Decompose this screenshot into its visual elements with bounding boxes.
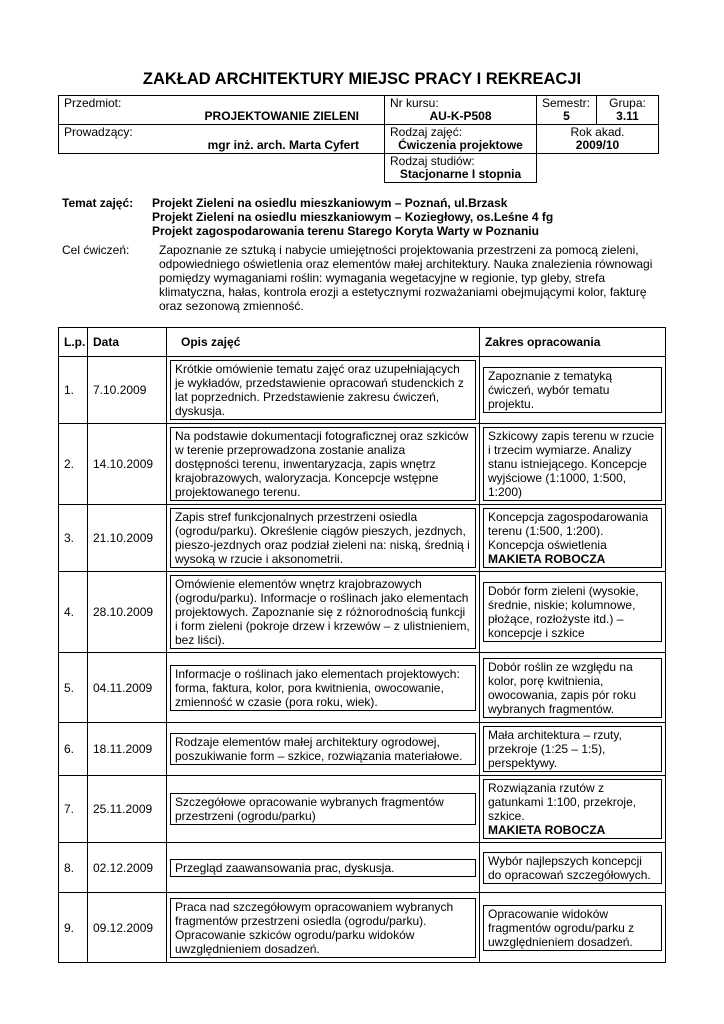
header-date: Data — [88, 328, 167, 357]
row-zakres-box — [483, 658, 662, 718]
table-row — [59, 505, 666, 572]
nr-kursu-cell — [385, 96, 537, 125]
row-lp: 8. — [59, 843, 88, 893]
row-zakres-box — [483, 367, 662, 413]
rok-akad-cell — [537, 125, 659, 154]
row-lp: 4. — [59, 572, 88, 653]
przedmiot-value: PROJEKTOWANIE ZIELENI — [204, 109, 359, 123]
row-zakres-box — [483, 508, 662, 568]
row-zakres: Opracowanie widoków fragmentów ogrodu/parku z uwzględnieniem dosadzeń. — [488, 906, 635, 949]
row-lp: 5. — [59, 653, 88, 723]
przedmiot-cell — [59, 96, 385, 125]
row-zakres-cell — [480, 843, 666, 893]
prowadzacy-label: Prowadzący: — [64, 125, 133, 139]
row-zakres: Szkicowy zapis terenu w rzucie i trzecim wymiarze. Analizy stanu istniejącego. Koncepcje wyjściowe (1:1000, 1:500, 1:200) — [488, 429, 655, 499]
row-zakres-box — [483, 427, 662, 501]
row-opis: Krótkie omówienie tematu zajęć oraz uzupełniających je wykładów, przedstawienie opracowań studenckich z lat poprzednich. Przedstawienie zakresu ćwiczeń, dyskusja. — [170, 360, 476, 420]
row-zakres-box — [483, 726, 662, 772]
row-date: 14.10.2009 — [88, 424, 167, 505]
row-opis-cell — [167, 843, 480, 893]
row-zakres-cell — [480, 505, 666, 572]
rodzaj-studiow-label: Rodzaj studiów: — [390, 154, 475, 168]
row-opis-cell — [167, 505, 480, 572]
row-date: 21.10.2009 — [88, 505, 167, 572]
row-date: 25.11.2009 — [88, 776, 167, 843]
row-zakres: Wybór najlepszych koncepcji do opracowań szczegółowych. — [488, 853, 651, 882]
row-opis: Informacje o roślinach jako elementach projektowych: forma, faktura, kolor, pora kwitnienia, owocowanie, zmienność w czasie (pora roku, wiek). — [170, 665, 476, 711]
row-date: 18.11.2009 — [88, 723, 167, 776]
row-zakres-cell — [480, 893, 666, 963]
row-date: 7.10.2009 — [88, 357, 167, 424]
row-opis-cell — [167, 723, 480, 776]
row-opis: Rodzaje elementów małej architektury ogrodowej, poszukiwanie form – szkice, rozwiązania materiałowe. — [170, 733, 476, 765]
row-opis: Omówienie elementów wnętrz krajobrazowych (ogrodu/parku). Informacje o roślinach jako elementach projektowych. Zapoznanie się z różnorodnością funkcji i form zieleni (pokroje drzew i krzewów – z ulistnieniem, bez liści). — [170, 575, 476, 649]
table-row — [59, 776, 666, 843]
grupa-cell — [597, 96, 659, 125]
row-opis: Zapis stref funkcjonalnych przestrzeni osiedla (ogrodu/parku). Określenie ciągów pieszych, jezdnych, pieszo-jezdnych oraz podział zieleni na: niską, średnią i wysoką w rzucie i aksonometrii. — [170, 508, 476, 568]
topic-line: Projekt zagospodarowania terenu Starego Koryta Warty w Poznaniu — [152, 224, 539, 238]
row-zakres-box — [483, 905, 662, 951]
row-zakres: Dobór roślin ze względu na kolor, porę kwitnienia, owocowania, zapis pór roku wybranych fragmentów. — [488, 659, 637, 716]
rok-akad-value: 2009/10 — [575, 138, 620, 152]
header-lp: L.p. — [59, 328, 88, 357]
semestr-cell — [537, 96, 597, 125]
semestr-label: Semestr: — [542, 96, 591, 110]
row-opis-cell — [167, 776, 480, 843]
row-date: 04.11.2009 — [88, 653, 167, 723]
schedule-table — [58, 327, 666, 963]
row-lp: 1. — [59, 357, 88, 424]
row-opis: Praca nad szczegółowym opracowaniem wybranych fragmentów przestrzeni osiedla (ogrodu/parku). Opracowanie szkiców ogrodu/parku widoków uwzględnieniem dosadzeń. — [170, 898, 476, 958]
row-lp: 2. — [59, 424, 88, 505]
row-zakres: Rozwiązania rzutów z gatunkami 1:100, przekroje, szkice. — [488, 781, 637, 823]
row-opis-cell — [167, 653, 480, 723]
topic-label: Temat zajęć: — [62, 196, 134, 210]
row-zakres-bold: MAKIETA ROBOCZA — [488, 823, 606, 837]
row-lp: 7. — [59, 776, 88, 843]
row-zakres: Koncepcja zagospodarowania terenu (1:500, 1:200). Koncepcja oświetlenia — [488, 510, 649, 552]
row-date: 28.10.2009 — [88, 572, 167, 653]
row-opis-cell — [167, 357, 480, 424]
rok-akad-label: Rok akad. — [570, 125, 625, 139]
table-row — [59, 424, 666, 505]
row-opis: Na podstawie dokumentacji fotograficznej oraz szkiców w terenie przeprowadzona zostanie analiza dostępności terenu, inwentaryzacja, zapis wnętrz krajobrazowych, waloryzacja. Koncepcje wstępne projektowanego terenu. — [170, 427, 476, 501]
rodzaj-zajec-value: Ćwiczenia projektowe — [398, 138, 523, 152]
header-opis: Opis zajęć — [167, 328, 480, 357]
row-zakres-box — [483, 852, 662, 884]
goal-text: Zapoznanie ze sztuką i nabycie umiejętności projektowania przestrzeni za pomocą zieleni, odpowiedniego oświetlenia oraz elementów małej architektury. Nauka znalezienia równowagi pomiędzy wymaganiami roślin: wymagania wegetacyjne w regionie, typ gleby, strefa klimatyczna, hałas, kontrola erozji a estetycznymi rozważaniami obejmującymi kolor, fakturę oraz sezonową zmienność. — [159, 243, 653, 313]
table-row — [59, 653, 666, 723]
rodzaj-zajec-cell — [385, 125, 537, 154]
header-zakres: Zakres opracowania — [480, 328, 666, 357]
topic-line: Projekt Zieleni na osiedlu mieszkaniowym – Koziegłowy, os.Leśne 4 fg — [152, 210, 554, 224]
row-zakres-cell — [480, 723, 666, 776]
topic-line: Projekt Zieleni na osiedlu mieszkaniowym – Poznań, ul.Brzask — [152, 196, 508, 210]
prowadzacy-cell — [59, 125, 385, 154]
table-row — [59, 843, 666, 893]
row-lp: 9. — [59, 893, 88, 963]
row-zakres-cell — [480, 357, 666, 424]
row-date: 09.12.2009 — [88, 893, 167, 963]
row-opis-cell — [167, 424, 480, 505]
row-lp: 3. — [59, 505, 88, 572]
course-info-table — [58, 95, 659, 183]
row-zakres-cell — [480, 572, 666, 653]
topic-lines — [152, 196, 672, 238]
table-row — [59, 572, 666, 653]
row-date: 02.12.2009 — [88, 843, 167, 893]
table-header-row — [59, 328, 666, 357]
grupa-value: 3.11 — [616, 109, 639, 123]
row-zakres-cell — [480, 653, 666, 723]
document-title: ZAKŁAD ARCHITEKTURY MIEJSC PRACY I REKREACJI — [142, 70, 582, 88]
nr-kursu-value: AU-K-P508 — [429, 109, 492, 123]
semestr-value: 5 — [563, 109, 570, 123]
row-zakres-cell — [480, 776, 666, 843]
row-zakres-cell — [480, 424, 666, 505]
row-zakres-box — [483, 582, 662, 642]
prowadzacy-value: mgr inż. arch. Marta Cyfert — [207, 138, 359, 152]
table-row — [59, 893, 666, 963]
grupa-label: Grupa: — [609, 96, 646, 110]
row-opis-cell — [167, 572, 480, 653]
row-opis: Przegląd zaawansowania prac, dyskusja. — [170, 859, 476, 877]
empty-cell — [59, 154, 385, 183]
row-zakres: Mała architektura – rzuty, przekroje (1:25 – 1:5), perspektywy. — [488, 728, 622, 770]
row-opis-cell — [167, 893, 480, 963]
empty-cell — [537, 154, 659, 183]
row-zakres-bold: MAKIETA ROBOCZA — [488, 552, 606, 566]
table-row — [59, 723, 666, 776]
row-lp: 6. — [59, 723, 88, 776]
goal-label: Cel ćwiczeń: — [62, 243, 130, 257]
table-row — [59, 357, 666, 424]
row-zakres: Dobór form zieleni (wysokie, średnie, niskie; kolumnowe, płożące, rozłożyste itd.) – koncepcje i szkice — [488, 584, 639, 640]
row-zakres: Zapoznanie z tematyką ćwiczeń, wybór tematu projektu. — [488, 369, 613, 411]
row-opis: Szczegółowe opracowanie wybranych fragmentów przestrzeni (ogrodu/parku) — [170, 793, 476, 825]
row-zakres-box — [483, 779, 662, 839]
rodzaj-studiow-value: Stacjonarne I stopnia — [399, 167, 522, 181]
rodzaj-zajec-label: Rodzaj zajęć: — [390, 125, 463, 139]
rodzaj-studiow-cell — [385, 154, 537, 183]
nr-kursu-label: Nr kursu: — [390, 96, 439, 110]
przedmiot-label: Przedmiot: — [64, 96, 122, 110]
